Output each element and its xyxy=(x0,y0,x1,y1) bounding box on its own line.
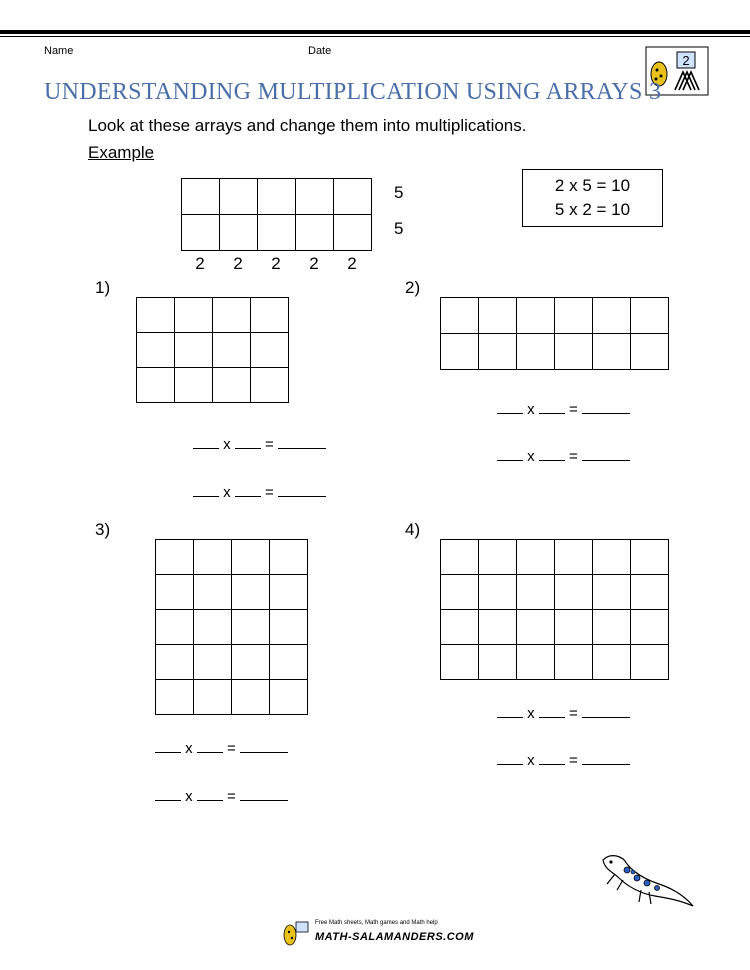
problem-number: 3) xyxy=(95,520,111,539)
worksheet-title: UNDERSTANDING MULTIPLICATION USING ARRAYS 3 xyxy=(44,79,662,105)
array-cell xyxy=(631,298,669,334)
array-cell xyxy=(194,680,232,715)
array-cell xyxy=(251,333,289,368)
array-cell xyxy=(517,645,555,680)
array-cell xyxy=(137,298,175,333)
array-cell xyxy=(631,575,669,610)
example-array xyxy=(181,178,372,251)
example-col-labels xyxy=(181,254,371,274)
grade-number: 2 xyxy=(682,53,690,68)
array-cell xyxy=(175,368,213,403)
array-cell xyxy=(220,179,258,215)
footer-brand: MATH-SALAMANDERS.COM xyxy=(315,931,474,943)
answer-line[interactable]: x = xyxy=(497,750,630,769)
array-cell xyxy=(479,610,517,645)
top-rule-thick xyxy=(0,30,750,34)
example-answer-box xyxy=(522,169,663,227)
example-answer: 2 x 5 = 10 xyxy=(554,176,631,195)
problem-3-array xyxy=(155,539,308,715)
array-cell xyxy=(156,575,194,610)
example-label: Example xyxy=(88,143,155,162)
array-cell xyxy=(194,645,232,680)
example-row-label: 5 xyxy=(394,183,404,202)
example-col-label: 2 xyxy=(309,254,319,273)
array-cell xyxy=(156,645,194,680)
problem-number: 2) xyxy=(405,278,421,297)
array-cell xyxy=(194,575,232,610)
array-cell xyxy=(182,215,220,251)
example-col-label: 2 xyxy=(271,254,281,273)
array-cell xyxy=(517,610,555,645)
array-cell xyxy=(213,368,251,403)
array-cell xyxy=(137,368,175,403)
answer-line[interactable]: x = xyxy=(193,482,326,501)
array-cell xyxy=(213,333,251,368)
array-cell xyxy=(517,334,555,370)
array-cell xyxy=(213,298,251,333)
problem-1-array xyxy=(136,297,289,403)
array-cell xyxy=(251,298,289,333)
array-cell xyxy=(232,645,270,680)
array-cell xyxy=(479,540,517,575)
footer-tagline: Free Math sheets, Math games and Math help xyxy=(315,920,438,926)
array-cell xyxy=(441,540,479,575)
example-col-label: 2 xyxy=(347,254,357,273)
answer-line[interactable]: x = xyxy=(193,434,326,453)
answer-line[interactable]: x = xyxy=(497,446,630,465)
array-cell xyxy=(194,540,232,575)
array-cell xyxy=(232,680,270,715)
problem-2-array xyxy=(440,297,669,370)
array-cell xyxy=(194,610,232,645)
array-cell xyxy=(479,334,517,370)
array-cell xyxy=(555,575,593,610)
array-cell xyxy=(479,298,517,334)
example-col-label: 2 xyxy=(233,254,243,273)
salamander-illustration xyxy=(597,850,697,912)
example-col-label: 2 xyxy=(195,254,205,273)
array-cell xyxy=(593,645,631,680)
example-answer: 5 x 2 = 10 xyxy=(554,200,631,219)
array-cell xyxy=(631,334,669,370)
array-cell xyxy=(270,610,308,645)
array-cell xyxy=(270,680,308,715)
instructions: Look at these arrays and change them into multiplications. xyxy=(88,116,527,135)
array-cell xyxy=(517,540,555,575)
array-cell xyxy=(555,645,593,680)
problem-number: 1) xyxy=(95,278,111,297)
array-cell xyxy=(296,215,334,251)
array-cell xyxy=(232,540,270,575)
array-cell xyxy=(175,298,213,333)
array-cell xyxy=(593,334,631,370)
array-cell xyxy=(593,575,631,610)
problem-4-array xyxy=(440,539,669,680)
array-cell xyxy=(593,298,631,334)
array-cell xyxy=(220,215,258,251)
array-cell xyxy=(593,610,631,645)
array-cell xyxy=(270,540,308,575)
array-cell xyxy=(296,179,334,215)
array-cell xyxy=(270,575,308,610)
answer-line[interactable]: x = xyxy=(497,703,630,722)
top-rule-thin xyxy=(0,36,750,37)
array-cell xyxy=(232,610,270,645)
answer-line[interactable]: x = xyxy=(155,738,288,757)
array-cell xyxy=(593,540,631,575)
footer-logo xyxy=(280,917,474,951)
answer-line[interactable]: x = xyxy=(497,399,630,418)
array-cell xyxy=(232,575,270,610)
array-cell xyxy=(251,368,289,403)
array-cell xyxy=(258,215,296,251)
example-row-label: 5 xyxy=(394,219,404,238)
array-cell xyxy=(441,334,479,370)
array-cell xyxy=(258,179,296,215)
array-cell xyxy=(182,179,220,215)
array-cell xyxy=(270,645,308,680)
array-cell xyxy=(479,575,517,610)
name-label: Name xyxy=(44,45,74,57)
array-cell xyxy=(441,610,479,645)
problem-number: 4) xyxy=(405,520,421,539)
array-cell xyxy=(555,334,593,370)
array-cell xyxy=(517,575,555,610)
date-label: Date xyxy=(308,45,332,57)
array-cell xyxy=(334,215,372,251)
array-cell xyxy=(334,179,372,215)
array-cell xyxy=(156,680,194,715)
array-cell xyxy=(156,610,194,645)
array-cell xyxy=(441,575,479,610)
answer-line[interactable]: x = xyxy=(155,786,288,805)
array-cell xyxy=(479,645,517,680)
array-cell xyxy=(631,610,669,645)
array-cell xyxy=(631,540,669,575)
array-cell xyxy=(441,645,479,680)
array-cell xyxy=(555,610,593,645)
array-cell xyxy=(156,540,194,575)
array-cell xyxy=(631,645,669,680)
array-cell xyxy=(555,540,593,575)
array-cell xyxy=(175,333,213,368)
array-cell xyxy=(137,333,175,368)
array-cell xyxy=(555,298,593,334)
array-cell xyxy=(441,298,479,334)
array-cell xyxy=(517,298,555,334)
